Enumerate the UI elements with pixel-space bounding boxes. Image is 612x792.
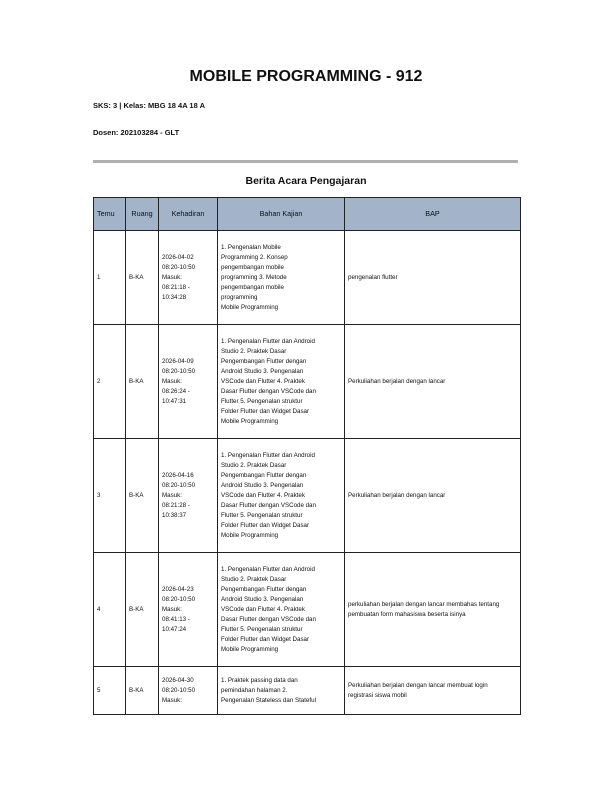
cell-kehadiran: 2026-04-09 08:20-10:50 Masuk: 08:26:24 - 10:47:31	[159, 325, 218, 439]
document-title: MOBILE PROGRAMMING - 912	[189, 68, 423, 85]
table-row	[94, 325, 521, 439]
cell-temu: 1	[94, 231, 126, 325]
table-row	[94, 667, 521, 715]
cell-bahan-kajian: 1. Pengenalan Mobile Programming 2. Konsep pengembangan mobile programming 3. Metode pengembangan mobile programming Mobile Programming	[218, 231, 345, 325]
cell-temu: 4	[94, 553, 126, 667]
table-row	[94, 439, 521, 553]
cell-bahan-kajian: 1. Pengenalan Flutter dan Android Studio 2. Praktek Dasar Pengembangan Flutter dengan Android Studio 3. Pengenalan VSCode dan Flutter 4. Praktek Dasar Flutter dengan VSCode dan Flutter 5. Pengenalan struktur Folder Flutter dan Widget Dasar Mobile Programming	[218, 325, 345, 439]
cell-bap: Perkuliahan berjalan dengan lancar	[345, 325, 521, 439]
cell-bahan-kajian: 1. Praktek passing data dan pemindahan halaman 2. Pengenalan Stateless dan Stateful	[218, 667, 345, 715]
header-bap: BAP	[345, 198, 521, 231]
sks-kelas-info: SKS: 3 | Kelas: MBG 18 4A 18 A	[93, 101, 205, 110]
cell-kehadiran: 2026-04-30 08:20-10:50 Masuk:	[159, 667, 218, 715]
cell-kehadiran: 2026-04-16 08:20-10:50 Masuk: 08:21:28 - 10:38:37	[159, 439, 218, 553]
cell-ruang: B-KA	[126, 553, 159, 667]
cell-kehadiran: 2026-04-23 08:20-10:50 Masuk: 08:41:13 - 10:47:24	[159, 553, 218, 667]
divider	[93, 160, 518, 163]
bap-table	[93, 197, 521, 715]
cell-ruang: B-KA	[126, 231, 159, 325]
table-row	[94, 231, 521, 325]
cell-kehadiran: 2026-04-02 08:20-10:50 Masuk: 08:21:18 - 10:34:28	[159, 231, 218, 325]
cell-temu: 5	[94, 667, 126, 715]
cell-temu: 2	[94, 325, 126, 439]
cell-bahan-kajian: 1. Pengenalan Flutter dan Android Studio 2. Praktek Dasar Pengembangan Flutter dengan Android Studio 3. Pengenalan VSCode dan Flutter 4. Praktek Dasar Flutter dengan VSCode dan Flutter 5. Pengenalan struktur Folder Flutter dan Widget Dasar Mobile Programming	[218, 553, 345, 667]
header-kehadiran: Kehadiran	[159, 198, 218, 231]
cell-bap: Perkuliahan berjalan dengan lancar	[345, 439, 521, 553]
cell-ruang: B-KA	[126, 439, 159, 553]
header-temu: Temu	[94, 198, 126, 231]
cell-temu: 3	[94, 439, 126, 553]
header-bahan-kajian: Bahan Kajian	[218, 198, 345, 231]
header-ruang: Ruang	[126, 198, 159, 231]
table-header-row	[94, 198, 521, 231]
dosen-info: Dosen: 202103284 - GLT	[93, 128, 180, 137]
cell-ruang: B-KA	[126, 325, 159, 439]
table-row	[94, 553, 521, 667]
cell-ruang: B-KA	[126, 667, 159, 715]
cell-bap: perkuliahan berjalan dengan lancar membahas tentang pembuatan form mahasiswa beserta isinya	[345, 553, 521, 667]
cell-bap: pengenalan flutter	[345, 231, 521, 325]
section-title: Berita Acara Pengajaran	[245, 175, 367, 187]
cell-bap: Perkuliahan berjalan dengan lancar membuat login registrasi siswa mobil	[345, 667, 521, 715]
cell-bahan-kajian: 1. Pengenalan Flutter dan Android Studio 2. Praktek Dasar Pengembangan Flutter dengan Android Studio 3. Pengenalan VSCode dan Flutter 4. Praktek Dasar Flutter dengan VSCode dan Flutter 5. Pengenalan struktur Folder Flutter dan Widget Dasar Mobile Programming	[218, 439, 345, 553]
